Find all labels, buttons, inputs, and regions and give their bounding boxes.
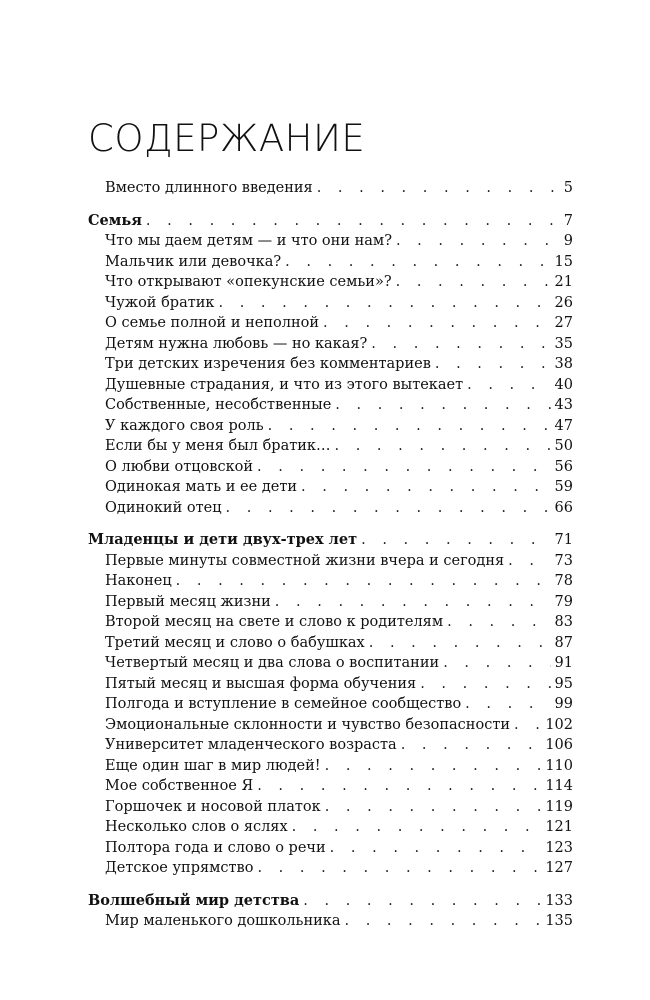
dot-leader bbox=[226, 498, 551, 519]
dot-leader bbox=[420, 674, 550, 695]
toc-entry-label: Наконец bbox=[105, 573, 172, 589]
toc-page-number: 40 bbox=[554, 376, 573, 393]
dot-leader bbox=[396, 231, 560, 252]
toc-page-number: 9 bbox=[563, 233, 573, 249]
toc-section bbox=[88, 891, 573, 912]
toc-page-number: 66 bbox=[554, 499, 573, 516]
toc-entry-label: Первые минуты совместной жизни вчера и сегодня bbox=[105, 552, 505, 569]
dot-leader bbox=[219, 293, 551, 314]
dot-leader bbox=[317, 178, 560, 199]
dot-leader bbox=[401, 735, 542, 756]
toc-entry bbox=[88, 551, 573, 572]
toc-entry bbox=[88, 334, 573, 355]
toc-entry bbox=[88, 571, 573, 592]
dot-leader bbox=[146, 211, 560, 232]
toc-entry bbox=[88, 272, 573, 293]
toc-entry-label: Одинокая мать и ее дети bbox=[105, 479, 298, 495]
toc-entry bbox=[88, 354, 573, 375]
toc-page-number: 123 bbox=[545, 839, 573, 856]
dot-leader bbox=[344, 911, 541, 932]
dot-leader bbox=[323, 313, 551, 334]
toc-entry bbox=[88, 858, 573, 879]
toc-entry bbox=[88, 612, 573, 633]
toc-page-number: 35 bbox=[554, 335, 573, 352]
dot-leader bbox=[268, 416, 551, 437]
toc-page-number: 47 bbox=[554, 417, 573, 434]
dot-leader bbox=[257, 858, 541, 879]
toc-entry-label: Если бы у меня был братик… bbox=[105, 438, 331, 454]
toc-entry-label: Что мы даем детям — и что они нам? bbox=[105, 233, 392, 249]
dot-leader bbox=[361, 530, 550, 551]
toc-page-number: 91 bbox=[554, 655, 573, 671]
toc-entry bbox=[88, 797, 573, 818]
toc-entry-label: Несколько слов о яслях bbox=[105, 819, 288, 835]
toc-page-number: 5 bbox=[563, 180, 573, 196]
toc-page-number: 121 bbox=[545, 819, 573, 835]
toc-section-label: Волшебный мир детства bbox=[88, 891, 300, 909]
toc-page-number: 15 bbox=[554, 253, 573, 270]
dot-leader bbox=[257, 776, 541, 797]
toc-entry bbox=[88, 436, 573, 457]
toc-entry-intro bbox=[88, 178, 573, 199]
dot-leader bbox=[275, 592, 551, 613]
toc-entry-label: Четвертый месяц и два слова о воспитании bbox=[105, 655, 440, 671]
toc-entry bbox=[88, 715, 573, 736]
toc-page-number: 38 bbox=[554, 356, 573, 372]
toc-entry bbox=[88, 838, 573, 859]
toc-section bbox=[88, 211, 573, 232]
dot-leader bbox=[371, 334, 550, 355]
toc-page-number: 102 bbox=[545, 716, 573, 733]
toc-entry bbox=[88, 313, 573, 334]
toc-entry bbox=[88, 756, 573, 777]
dot-leader bbox=[330, 838, 542, 859]
toc-page-number: 50 bbox=[554, 438, 573, 454]
toc-entry-label: Детское упрямство bbox=[105, 860, 254, 876]
toc-page-number: 43 bbox=[554, 397, 573, 413]
toc-page-number: 27 bbox=[554, 315, 573, 331]
dot-leader bbox=[292, 817, 542, 838]
toc-page-number: 127 bbox=[545, 860, 573, 876]
dot-leader bbox=[335, 436, 551, 457]
toc-entry-label: Вместо длинного введения bbox=[105, 180, 313, 196]
toc-entry bbox=[88, 674, 573, 695]
dot-leader bbox=[285, 252, 550, 273]
toc-page-number: 79 bbox=[554, 593, 573, 610]
toc-entry bbox=[88, 911, 573, 932]
toc-entry-label: Первый месяц жизни bbox=[105, 593, 271, 610]
toc-entry-label: О любви отцовской bbox=[105, 458, 254, 475]
dot-leader bbox=[467, 375, 550, 396]
toc-entry bbox=[88, 416, 573, 437]
dot-leader bbox=[465, 694, 550, 715]
toc-entry-label: Что открывают «опекунские семьи»? bbox=[105, 274, 392, 290]
toc-entry bbox=[88, 231, 573, 252]
toc-page-number: 83 bbox=[554, 614, 573, 630]
toc-entry-label: Собственные, несобственные bbox=[105, 397, 332, 413]
toc-entry-label: Университет младенческого возраста bbox=[105, 737, 397, 753]
toc-entry bbox=[88, 395, 573, 416]
toc-entry-label: О семье полной и неполной bbox=[105, 315, 320, 331]
toc-entry bbox=[88, 477, 573, 498]
toc-page-number: 71 bbox=[554, 532, 573, 548]
toc-section bbox=[88, 530, 573, 551]
dot-leader bbox=[396, 272, 551, 293]
toc-entry bbox=[88, 735, 573, 756]
dot-leader bbox=[443, 653, 550, 674]
table-of-contents bbox=[88, 178, 573, 932]
toc-entry-label: Детям нужна любовь — но какая? bbox=[105, 335, 368, 352]
toc-entry-label: Одинокий отец bbox=[105, 499, 222, 516]
toc-entry bbox=[88, 252, 573, 273]
toc-entry bbox=[88, 694, 573, 715]
toc-entry-label: Полтора года и слово о речи bbox=[105, 839, 326, 856]
toc-page-number: 110 bbox=[545, 757, 573, 774]
toc-entry bbox=[88, 633, 573, 654]
toc-entry bbox=[88, 776, 573, 797]
toc-page-number: 59 bbox=[554, 479, 573, 495]
toc-page-number: 106 bbox=[545, 737, 573, 753]
dot-leader bbox=[176, 571, 551, 592]
toc-entry-label: Пятый месяц и высшая форма обучения bbox=[105, 675, 417, 692]
toc-entry-label: Мое собственное Я bbox=[105, 778, 254, 794]
toc-page-number: 133 bbox=[545, 892, 573, 909]
dot-leader bbox=[301, 477, 551, 498]
toc-page-number: 99 bbox=[554, 696, 573, 712]
toc-page-number: 7 bbox=[563, 212, 573, 229]
toc-entry-label: Полгода и вступление в семейное сообщество bbox=[105, 696, 462, 712]
toc-entry bbox=[88, 498, 573, 519]
toc-entry-label: Чужой братик bbox=[105, 294, 215, 311]
dot-leader bbox=[514, 715, 541, 736]
toc-entry bbox=[88, 293, 573, 314]
toc-page-number: 56 bbox=[554, 458, 573, 475]
toc-entry-label: Три детских изречения без комментариев bbox=[105, 356, 431, 372]
toc-section-label: Младенцы и дети двух-трех лет bbox=[88, 531, 358, 548]
toc-entry-label: Мальчик или девочка? bbox=[105, 253, 282, 270]
dot-leader bbox=[325, 756, 542, 777]
toc-entry-label: Мир маленького дошкольника bbox=[105, 913, 341, 929]
toc-page-number: 26 bbox=[554, 294, 573, 311]
toc-entry-label: Душевные страдания, и что из этого вытекает bbox=[105, 376, 464, 393]
toc-entry bbox=[88, 375, 573, 396]
toc-section-label: Семья bbox=[88, 211, 142, 229]
dot-leader bbox=[435, 354, 551, 375]
dot-leader bbox=[369, 633, 551, 654]
toc-entry-label: Горшочек и носовой платок bbox=[105, 798, 321, 815]
dot-leader bbox=[325, 797, 542, 818]
toc-page-number: 95 bbox=[554, 675, 573, 692]
toc-page-number: 135 bbox=[545, 913, 573, 929]
toc-entry bbox=[88, 817, 573, 838]
dot-leader bbox=[447, 612, 550, 633]
toc-page-number: 87 bbox=[554, 634, 573, 651]
dot-leader bbox=[303, 891, 541, 912]
toc-entry-label: Эмоциональные склонности и чувство безопасности bbox=[105, 716, 511, 733]
toc-entry bbox=[88, 457, 573, 478]
dot-leader bbox=[508, 551, 550, 572]
toc-page-number: 73 bbox=[554, 552, 573, 569]
toc-page-number: 119 bbox=[545, 798, 573, 815]
toc-entry-label: Еще один шаг в мир людей! bbox=[105, 757, 321, 774]
toc-entry-label: Третий месяц и слово о бабушках bbox=[105, 634, 365, 651]
dot-leader bbox=[335, 395, 550, 416]
toc-entry bbox=[88, 592, 573, 613]
toc-entry bbox=[88, 653, 573, 674]
dot-leader bbox=[257, 457, 551, 478]
page-title: СОДЕРЖАНИЕ bbox=[88, 116, 366, 160]
toc-page-number: 78 bbox=[554, 573, 573, 589]
toc-page-number: 114 bbox=[545, 778, 573, 794]
toc-entry-label: Второй месяц на свете и слово к родителям bbox=[105, 614, 444, 630]
toc-page-number: 21 bbox=[554, 274, 573, 290]
toc-entry-label: У каждого своя роль bbox=[105, 417, 264, 434]
